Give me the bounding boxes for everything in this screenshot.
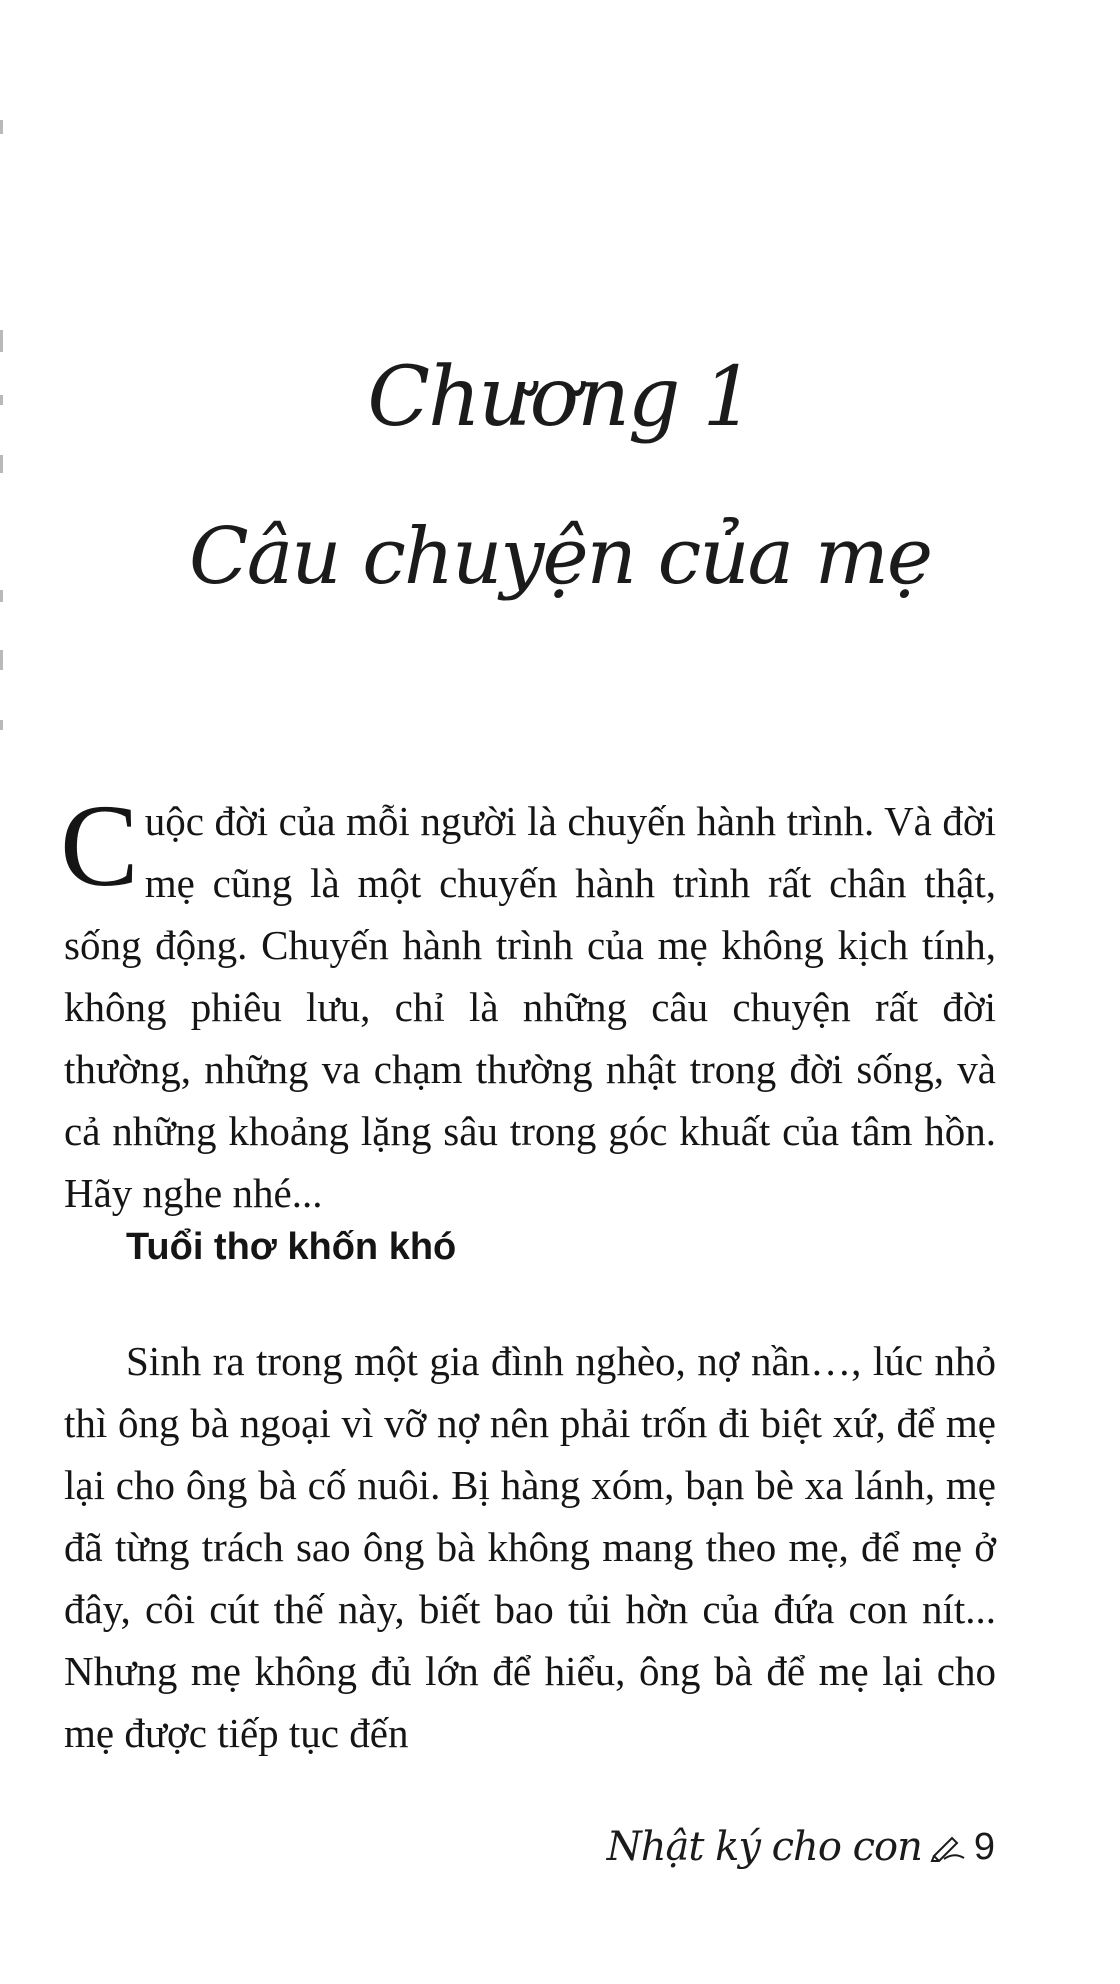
intro-text: uộc đời của mỗi người là chuyến hành trình. Và đời mẹ cũng là một chuyến hành trình rất chân thật, sống động. Chuyến hành trình của mẹ không kịch tính, không phiêu lưu, chỉ là những câu chuyện rất đời thường, những va chạm thường nhật trong đời sống, và cả những khoảng lặng sâu trong góc khuất của tâm hồn. Hãy nghe nhé... <box>64 798 996 1216</box>
intro-paragraph <box>60 780 996 1224</box>
section-paragraph: Sinh ra trong một gia đình nghèo, nợ nần…, lúc nhỏ thì ông bà ngoại vì vỡ nợ nên phải trốn đi biệt xứ, để mẹ lại cho ông bà cố nuôi. Bị hàng xóm, bạn bè xa lánh, mẹ đã từng trách sao ông bà không mang theo mẹ, để mẹ ở đây, côi cút thế này, biết bao tủi hờn của đứa con nít... Nhưng mẹ không đủ lớn để hiểu, ông bà để mẹ lại cho mẹ được tiếp tục đến <box>64 1338 996 1756</box>
footer-book-title: Nhật ký cho con <box>606 1824 922 1870</box>
scan-edge-marks <box>0 0 10 1984</box>
page-number: 9 <box>973 1825 995 1868</box>
page-footer <box>607 1824 995 1870</box>
section-heading: Tuổi thơ khốn khó <box>126 1226 457 1268</box>
chapter-label: Chương 1 <box>367 350 753 445</box>
drop-cap: C <box>60 780 139 911</box>
chapter-title: Câu chuyện của mẹ <box>189 512 931 602</box>
pen-writing-icon <box>930 1832 966 1862</box>
